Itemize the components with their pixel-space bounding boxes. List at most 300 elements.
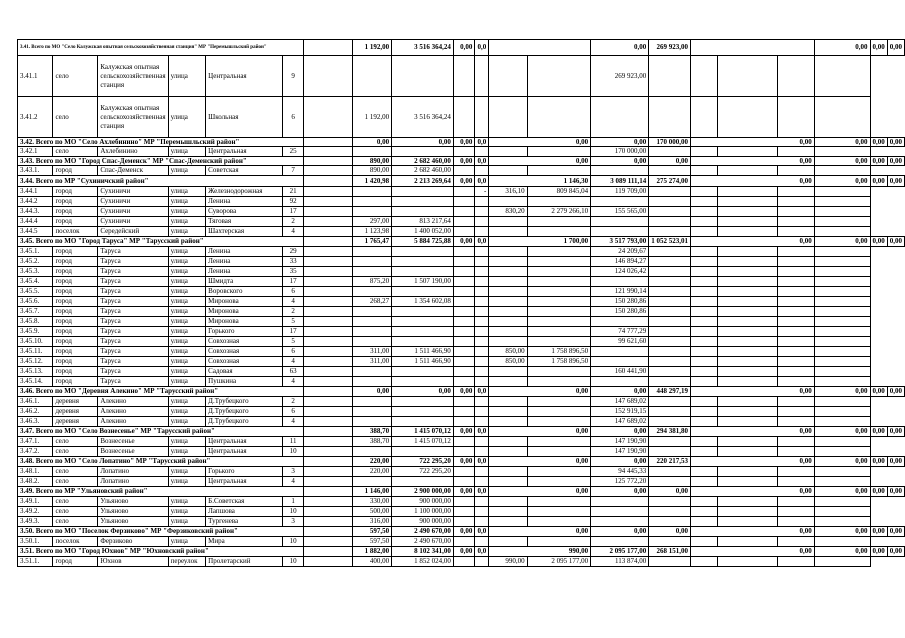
total-label: 3.50. Всего по МО "Поселок Ферзиково" МР "Ферзиковский район" — [18, 527, 304, 537]
table-cell — [691, 307, 718, 317]
table-cell — [778, 367, 814, 377]
table-cell: Центральная — [206, 56, 283, 97]
table-cell — [778, 287, 814, 297]
table-cell — [691, 327, 718, 337]
table-cell — [814, 437, 870, 447]
table-cell — [691, 517, 718, 527]
total-cell — [304, 527, 353, 537]
table-cell — [814, 417, 870, 427]
table-cell — [778, 327, 814, 337]
total-cell — [304, 427, 353, 437]
table-cell — [691, 447, 718, 457]
table-cell — [353, 337, 392, 347]
table-cell: 10 — [282, 507, 303, 517]
table-cell — [691, 247, 718, 257]
total-cell: 0,00 — [453, 457, 475, 467]
table-cell — [778, 257, 814, 267]
total-cell: 0,00 — [814, 40, 870, 56]
total-cell: 268 151,00 — [649, 547, 691, 557]
total-label: 3.51. Всего по МО "Город Юхнов" МР "Юхновский район" — [18, 547, 304, 557]
table-cell — [304, 277, 353, 287]
table-cell: город — [53, 317, 98, 327]
table-cell: Железнодорожная — [206, 187, 283, 197]
table-cell: 3.49.1. — [18, 497, 53, 507]
table-cell — [718, 367, 778, 377]
table-cell — [489, 537, 527, 547]
table-cell: 4 — [282, 297, 303, 307]
table-cell: город — [53, 247, 98, 257]
table-cell — [814, 327, 870, 337]
table-cell — [475, 417, 489, 427]
table-cell: улица — [168, 166, 206, 176]
table-cell — [527, 417, 591, 427]
total-cell: 2 095 177,00 — [591, 547, 649, 557]
table-cell — [353, 187, 392, 197]
table-cell — [649, 437, 691, 447]
total-cell: 0,0 — [475, 157, 489, 166]
table-cell: город — [53, 257, 98, 267]
table-cell — [453, 227, 475, 237]
table-cell — [691, 166, 718, 176]
table-cell: 813 217,64 — [392, 217, 454, 227]
total-cell: 0,00 — [591, 387, 649, 397]
total-cell: 1 765,47 — [353, 237, 392, 247]
total-cell: 0,00 — [489, 387, 591, 397]
table-cell: 121 990,14 — [591, 287, 649, 297]
total-cell — [304, 547, 353, 557]
total-cell: 0,00 — [591, 457, 649, 467]
table-cell — [649, 287, 691, 297]
table-cell: улица — [168, 207, 206, 217]
table-cell — [691, 357, 718, 367]
table-cell — [304, 187, 353, 197]
table-cell: улица — [168, 327, 206, 337]
table-cell: 21 — [282, 187, 303, 197]
table-cell — [691, 207, 718, 217]
table-cell: поселок — [53, 227, 98, 237]
table-cell: 1 852 024,00 — [392, 557, 454, 567]
table-row — [18, 477, 905, 487]
table-cell — [453, 407, 475, 417]
table-cell: Мира — [206, 537, 283, 547]
table-cell: город — [53, 557, 98, 567]
table-cell — [392, 56, 454, 97]
table-cell — [453, 397, 475, 407]
table-cell — [527, 257, 591, 267]
table-cell: улица — [168, 537, 206, 547]
table-cell — [718, 347, 778, 357]
table-cell — [304, 507, 353, 517]
table-row — [18, 367, 905, 377]
table-cell — [453, 277, 475, 287]
table-cell — [453, 327, 475, 337]
table-cell: 7 — [282, 166, 303, 176]
table-cell — [304, 207, 353, 217]
total-label: 3.45. Всего по МО "Город Таруса" МР "Тарусский район" — [18, 237, 304, 247]
table-cell — [718, 507, 778, 517]
table-cell — [527, 447, 591, 457]
table-cell: Советская — [206, 166, 283, 176]
table-cell: 6 — [282, 287, 303, 297]
table-cell — [814, 447, 870, 457]
table-cell: 146 894,27 — [591, 257, 649, 267]
table-cell — [304, 557, 353, 567]
table-cell — [353, 367, 392, 377]
table-cell — [814, 337, 870, 347]
table-cell — [475, 537, 489, 547]
table-cell — [591, 537, 649, 547]
table-cell — [392, 377, 454, 387]
total-row — [18, 387, 905, 397]
table-row — [18, 207, 905, 217]
table-cell — [392, 327, 454, 337]
table-cell — [814, 537, 870, 547]
table-cell — [453, 437, 475, 447]
table-cell — [527, 267, 591, 277]
table-cell: улица — [168, 197, 206, 207]
table-cell — [718, 97, 778, 138]
table-row — [18, 227, 905, 237]
table-cell: 1 758 896,50 — [527, 347, 591, 357]
total-cell: 0,00 — [814, 176, 870, 187]
total-cell: 0,00 — [887, 176, 904, 187]
table-cell: Лопатино — [98, 467, 168, 477]
total-row — [18, 237, 905, 247]
table-cell: город — [53, 337, 98, 347]
table-cell — [527, 166, 591, 176]
table-cell — [353, 307, 392, 317]
table-cell — [353, 477, 392, 487]
table-cell — [778, 537, 814, 547]
table-cell — [778, 507, 814, 517]
table-cell — [527, 497, 591, 507]
table-cell: улица — [168, 407, 206, 417]
table-cell — [778, 407, 814, 417]
table-cell — [489, 297, 527, 307]
table-cell — [304, 297, 353, 307]
table-cell — [649, 557, 691, 567]
table-cell: Б.Советская — [206, 497, 283, 507]
table-cell: 3.47.2. — [18, 447, 53, 457]
total-cell: 2 682 460,00 — [392, 157, 454, 166]
table-cell — [527, 227, 591, 237]
total-cell: 0,00 — [887, 157, 904, 166]
table-cell: 809 845,04 — [527, 187, 591, 197]
table-cell — [591, 507, 649, 517]
table-cell: Таруса — [98, 297, 168, 307]
total-cell: 0,00 — [591, 138, 649, 147]
table-cell: город — [53, 207, 98, 217]
table-cell: 125 772,20 — [591, 477, 649, 487]
table-cell — [814, 267, 870, 277]
table-cell — [814, 357, 870, 367]
table-cell: 35 — [282, 267, 303, 277]
table-cell: Миронова — [206, 297, 283, 307]
table-cell — [527, 56, 591, 97]
table-cell: город — [53, 287, 98, 297]
table-cell: 3.44.3. — [18, 207, 53, 217]
table-cell: Горького — [206, 467, 283, 477]
total-cell: 0,00 — [489, 527, 591, 537]
table-cell — [475, 377, 489, 387]
total-row — [18, 487, 905, 497]
table-cell: 3.41.1 — [18, 56, 53, 97]
table-cell — [392, 317, 454, 327]
table-row — [18, 277, 905, 287]
total-cell: 220,00 — [353, 457, 392, 467]
table-cell: улица — [168, 377, 206, 387]
table-cell — [304, 317, 353, 327]
table-cell — [778, 397, 814, 407]
table-cell — [489, 507, 527, 517]
table-cell — [778, 166, 814, 176]
table-cell — [778, 297, 814, 307]
total-cell: 1 700,00 — [489, 237, 591, 247]
table-cell — [453, 467, 475, 477]
table-cell: Калужская опытная сельскохозяйственная станция — [98, 56, 168, 97]
table-cell — [814, 166, 870, 176]
table-row — [18, 447, 905, 457]
total-cell: 0,00 — [392, 138, 454, 147]
table-cell — [649, 517, 691, 527]
table-cell: улица — [168, 447, 206, 457]
table-cell — [718, 187, 778, 197]
table-cell: 150 280,86 — [591, 297, 649, 307]
table-cell: город — [53, 367, 98, 377]
table-cell — [304, 417, 353, 427]
total-label: 3.49. Всего по МР "Ульяновский район" — [18, 487, 304, 497]
table-cell — [489, 247, 527, 257]
table-cell: Спас-Деменск — [98, 166, 168, 176]
total-cell: 0,00 — [453, 237, 475, 247]
table-cell: село — [53, 507, 98, 517]
table-cell — [453, 417, 475, 427]
table-cell: 388,70 — [353, 437, 392, 447]
table-cell — [814, 217, 870, 227]
table-cell — [691, 56, 718, 97]
table-cell: 3.45.4. — [18, 277, 53, 287]
table-cell: село — [53, 147, 98, 157]
table-cell: 92 — [282, 197, 303, 207]
table-cell — [475, 357, 489, 367]
table-cell: Ленина — [206, 247, 283, 257]
table-cell: Ахлебинино — [98, 147, 168, 157]
table-cell: 3.45.9. — [18, 327, 53, 337]
table-cell: 1 415 070,12 — [392, 437, 454, 447]
table-cell: город — [53, 377, 98, 387]
table-cell — [392, 477, 454, 487]
table-cell: улица — [168, 307, 206, 317]
table-cell — [778, 207, 814, 217]
table-cell — [527, 247, 591, 257]
table-cell: село — [53, 437, 98, 447]
table-cell: улица — [168, 417, 206, 427]
total-cell: 0,0 — [475, 547, 489, 557]
table-cell: улица — [168, 367, 206, 377]
total-cell: 1 882,00 — [353, 547, 392, 557]
table-cell: село — [53, 477, 98, 487]
table-cell — [304, 467, 353, 477]
table-cell: 3.45.12. — [18, 357, 53, 367]
table-cell: Ленина — [206, 267, 283, 277]
table-cell — [475, 447, 489, 457]
table-cell — [304, 517, 353, 527]
table-cell: 3.45.1. — [18, 247, 53, 257]
table-cell — [814, 397, 870, 407]
table-cell — [304, 166, 353, 176]
table-cell: Сухиничи — [98, 207, 168, 217]
total-cell: 0,00 — [887, 40, 904, 56]
table-cell — [453, 507, 475, 517]
table-cell: улица — [168, 317, 206, 327]
table-cell — [718, 227, 778, 237]
table-cell: 850,00 — [489, 357, 527, 367]
table-cell — [392, 397, 454, 407]
table-row — [18, 557, 905, 567]
table-cell — [778, 467, 814, 477]
total-row — [18, 40, 905, 56]
table-cell — [718, 147, 778, 157]
table-cell — [814, 347, 870, 357]
table-cell — [718, 337, 778, 347]
table-cell — [489, 397, 527, 407]
table-cell — [392, 287, 454, 297]
total-cell: 0,00 — [649, 487, 691, 497]
total-cell: 597,50 — [353, 527, 392, 537]
table-row — [18, 187, 905, 197]
total-cell: 0,00 — [649, 157, 691, 166]
table-cell: 63 — [282, 367, 303, 377]
table-cell: Пушкина — [206, 377, 283, 387]
table-cell — [778, 557, 814, 567]
table-cell — [691, 337, 718, 347]
table-cell — [778, 357, 814, 367]
table-cell — [718, 517, 778, 527]
table-row — [18, 407, 905, 417]
table-cell — [591, 377, 649, 387]
table-cell — [453, 267, 475, 277]
total-cell: 722 295,20 — [392, 457, 454, 467]
table-cell — [814, 197, 870, 207]
table-cell — [649, 327, 691, 337]
table-cell: Совхозная — [206, 337, 283, 347]
table-cell — [718, 407, 778, 417]
total-cell: 5 884 725,88 — [392, 237, 454, 247]
table-cell — [778, 337, 814, 347]
table-cell — [304, 327, 353, 337]
table-cell — [527, 477, 591, 487]
table-cell: 1 507 190,00 — [392, 277, 454, 287]
table-cell — [691, 417, 718, 427]
table-cell: 3.45.2. — [18, 257, 53, 267]
table-cell: 3.42.1 — [18, 147, 53, 157]
table-cell — [304, 307, 353, 317]
table-cell: 160 441,90 — [591, 367, 649, 377]
table-cell: переулок — [168, 557, 206, 567]
total-cell: 0,00 — [489, 427, 591, 437]
table-cell: Сухиничи — [98, 197, 168, 207]
table-cell: Центральная — [206, 147, 283, 157]
table-cell — [527, 467, 591, 477]
total-cell: 0,00 — [870, 176, 887, 187]
table-cell — [591, 517, 649, 527]
table-cell — [453, 537, 475, 547]
table-cell — [304, 97, 353, 138]
table-cell — [392, 207, 454, 217]
table-cell: 5 — [282, 337, 303, 347]
table-cell: улица — [168, 337, 206, 347]
table-cell: 10 — [282, 447, 303, 457]
table-row — [18, 417, 905, 427]
table-cell: 29 — [282, 247, 303, 257]
table-cell — [718, 166, 778, 176]
total-cell: 448 297,19 — [649, 387, 691, 397]
table-cell — [778, 347, 814, 357]
table-cell — [489, 477, 527, 487]
table-cell — [489, 257, 527, 267]
table-cell — [453, 367, 475, 377]
total-label: 3.42. Всего по МО "Село Ахлебинино" МР "Перемышльский район" — [18, 138, 304, 147]
table-cell: улица — [168, 277, 206, 287]
table-cell: 400,00 — [353, 557, 392, 567]
table-cell: 2 — [282, 307, 303, 317]
table-cell: город — [53, 357, 98, 367]
table-cell — [475, 287, 489, 297]
table-cell — [778, 227, 814, 237]
table-cell — [489, 337, 527, 347]
table-cell — [691, 257, 718, 267]
table-cell — [691, 197, 718, 207]
table-cell — [649, 467, 691, 477]
table-cell: Алекино — [98, 407, 168, 417]
table-cell — [718, 207, 778, 217]
table-cell — [527, 397, 591, 407]
table-cell: улица — [168, 217, 206, 227]
total-cell — [691, 40, 815, 56]
table-cell — [453, 477, 475, 487]
table-cell — [475, 367, 489, 377]
total-cell: 0,00 — [489, 138, 591, 147]
table-row — [18, 497, 905, 507]
table-cell: улица — [168, 147, 206, 157]
table-cell — [649, 357, 691, 367]
table-cell — [304, 56, 353, 97]
table-cell: Д.Трубецкого — [206, 397, 283, 407]
table-cell — [691, 557, 718, 567]
table-row — [18, 257, 905, 267]
total-cell: 3 089 111,14 — [591, 176, 649, 187]
table-cell: 900 000,00 — [392, 517, 454, 527]
table-cell — [304, 407, 353, 417]
table-cell — [778, 267, 814, 277]
table-cell — [718, 277, 778, 287]
table-cell — [304, 147, 353, 157]
table-cell: 1 758 896,50 — [527, 357, 591, 367]
table-cell — [649, 537, 691, 547]
table-cell — [527, 377, 591, 387]
table-cell: город — [53, 347, 98, 357]
table-cell: Шмидта — [206, 277, 283, 287]
table-cell: улица — [168, 357, 206, 367]
table-cell — [778, 517, 814, 527]
table-cell — [489, 407, 527, 417]
table-cell: 268,27 — [353, 297, 392, 307]
table-cell: Пролетарский — [206, 557, 283, 567]
table-cell — [649, 417, 691, 427]
table-cell: 3.44.2 — [18, 197, 53, 207]
table-cell — [591, 197, 649, 207]
table-cell — [591, 277, 649, 287]
